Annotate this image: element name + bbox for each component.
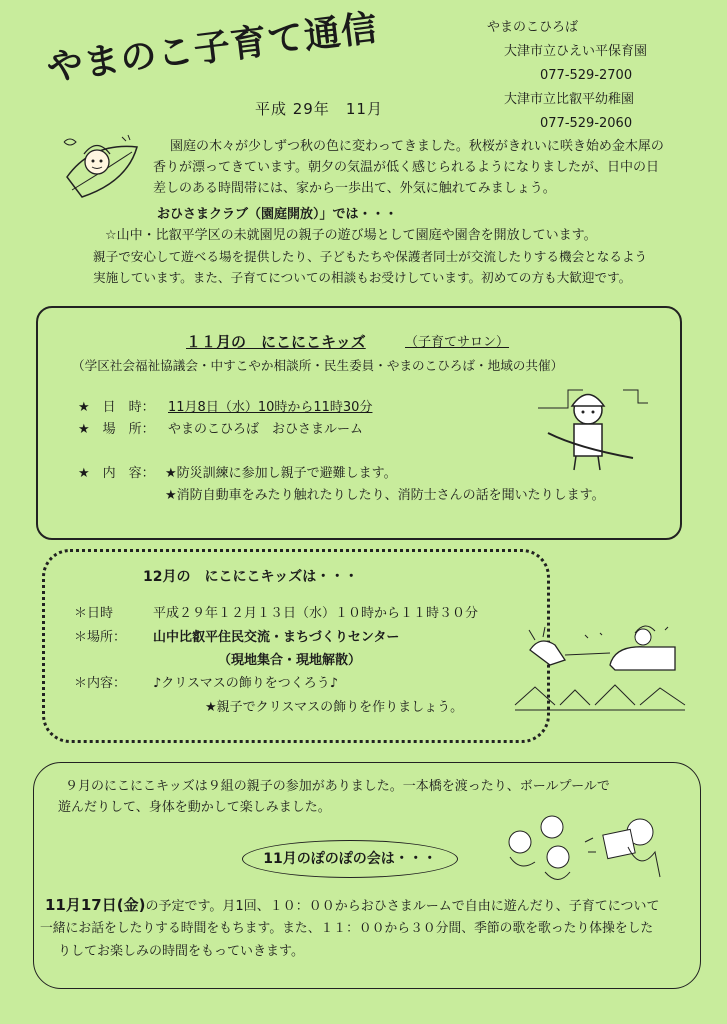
dec-content-label: ＊内容： xyxy=(74,676,127,691)
dec-event-title: 12月の にこにこキッズは・・・ xyxy=(143,569,359,585)
intro-line-2: 香りが漂ってきています。朝夕の気温が低く感じられるようになりましたが、日中の日 xyxy=(153,160,659,175)
dec-place-value: 山中比叡平住民交流・まちづくりセンター xyxy=(153,630,400,645)
school2-name: 大津市立比叡平幼稚園 xyxy=(504,92,635,107)
intro-line-3: 差しのある時間帯には、家から一歩出て、外気に触れてみましょう。 xyxy=(153,181,556,196)
nov-event-title: １１月の にこにこキッズ xyxy=(186,333,366,351)
meeting-line-1 xyxy=(45,895,659,917)
school2-phone: 077-529-2060 xyxy=(540,116,633,131)
meeting-line-2: 一緒にお話をしたりする時間をもちます。また、１１：００から３０分間、季節の歌を歌ったり体操をした xyxy=(40,921,654,936)
nov-event-sponsors: （学区社会福祉協議会・中すこやか相談所・民生委員・やまのこひろば・地域の共催） xyxy=(72,358,564,373)
report-line-1: ９月のにこにこキッズは９組の親子の参加がありました。一本橋を渡ったり、ボールプールで xyxy=(65,779,610,794)
dec-date-label: ＊日時 xyxy=(74,606,114,621)
nov-content-2: ★消防自動車をみたり触れたりしたり、消防士さんの話を聞いたりします。 xyxy=(165,488,605,503)
playing-kids-illustration xyxy=(500,812,670,892)
ohisama-heading: おひさまクラブ（園庭開放）」では・・・ xyxy=(157,207,398,222)
nov-place-label: ★ 場 所： xyxy=(78,422,155,437)
meeting-title-oval: 11月のぽのぽの会は・・・ xyxy=(242,840,458,878)
dec-place-note: （現地集合・現地解散） xyxy=(218,653,362,668)
issue-date: 平成 29年 11月 xyxy=(255,100,383,118)
newsletter-title: やまのこ子育て通信 xyxy=(44,7,381,90)
ohisama-line-2: 親子で安心して遊べる場を提供したり、子どもたちや保護者同士が交流したりする機会となるよう xyxy=(93,249,648,264)
ohisama-line-1: ☆山中・比叡平学区の未就園児の親子の遊び場として園庭や園舎を開放しています。 xyxy=(105,228,597,243)
autumn-leaf-child-illustration xyxy=(62,132,142,207)
org-name: やまのこひろば xyxy=(487,20,579,35)
meeting-line-3: りしてお楽しみの時間をもっていきます。 xyxy=(58,944,304,959)
dec-date-value: 平成２９年１２月１３日（水）１０時から１１時３０分 xyxy=(153,606,479,621)
school1-phone: 077-529-2700 xyxy=(540,68,633,83)
dec-content-1: ♪クリスマスの飾りをつくろう♪ xyxy=(153,676,339,691)
intro-line-1: 園庭の木々が少しずつ秋の色に変わってきました。秋桜がきれいに咲き始め金木犀の xyxy=(170,139,664,154)
report-line-2: 遊んだりして、身体を動かして楽しみました。 xyxy=(58,800,331,815)
nov-content-1: ★防災訓練に参加し親子で避難します。 xyxy=(165,466,397,481)
meeting-date: 11月17日(金) xyxy=(45,896,146,914)
firefighter-illustration xyxy=(538,378,648,473)
school1-name: 大津市立ひえい平保育園 xyxy=(504,44,648,59)
nov-place-value: やまのこひろば おひさまルーム xyxy=(168,422,364,437)
nov-content-label: ★ 内 容： xyxy=(78,466,155,481)
dec-content-2: ★親子でクリスマスの飾りを作りましょう。 xyxy=(205,700,464,715)
nov-date-value: 11月8日（水）10時から11時30分 xyxy=(168,400,373,415)
santa-sleigh-illustration xyxy=(515,625,690,720)
ohisama-line-3: 実施しています。また、子育てについての相談もお受けしています。初めての方も大歓迎です。 xyxy=(93,270,632,285)
meeting-line-1-text: の予定です。月1回、１０：００からおひさまルームで自由に遊んだり、子育てについて xyxy=(145,899,660,914)
nov-date-label: ★ 日 時： xyxy=(78,400,155,415)
dec-place-label: ＊場所： xyxy=(74,630,127,645)
nov-event-subtitle: （子育てサロン） xyxy=(405,335,510,350)
